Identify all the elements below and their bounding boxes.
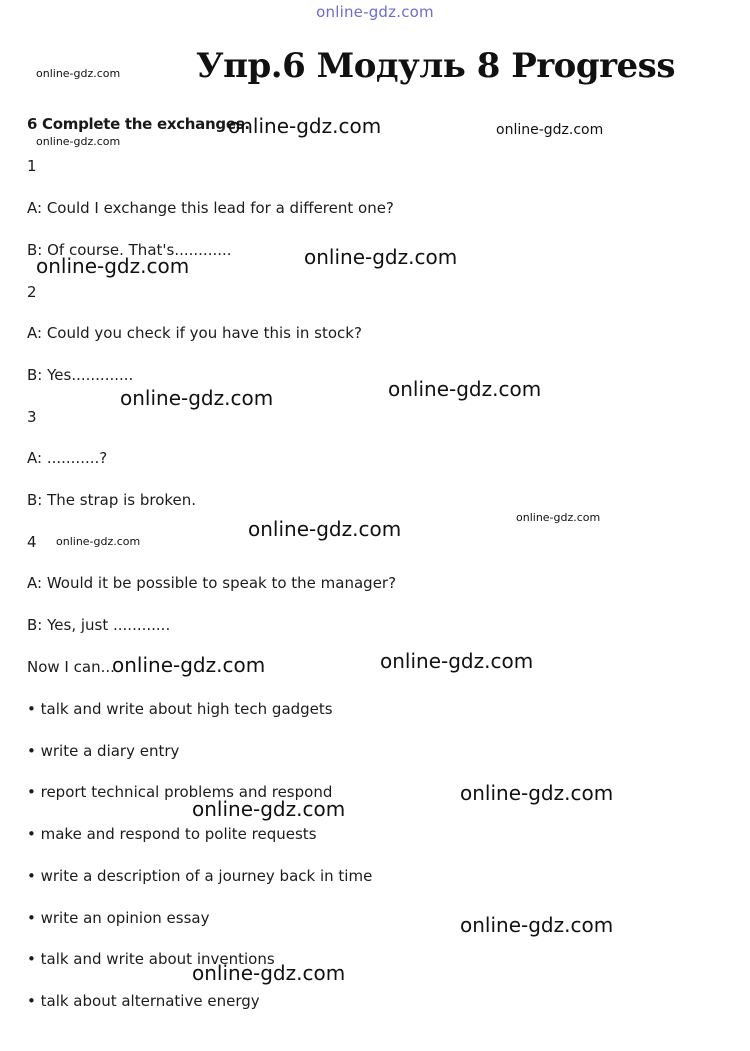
exchange-4-b: B: Yes, just ............ bbox=[27, 616, 171, 634]
skill-item: • make and respond to polite requests bbox=[27, 825, 317, 843]
watermark-large: online-gdz.com bbox=[36, 254, 190, 278]
watermark-large: online-gdz.com bbox=[192, 961, 346, 985]
watermark-small: online-gdz.com bbox=[56, 535, 141, 548]
page-title: Упр.6 Модуль 8 Progress bbox=[196, 46, 675, 86]
exchange-1-b: B: Of course. That's............ bbox=[27, 241, 232, 259]
exercise-heading: 6 Complete the exchanges. bbox=[27, 115, 250, 133]
skill-item: • talk about alternative energy bbox=[27, 992, 260, 1010]
watermark-large: online-gdz.com bbox=[304, 245, 458, 269]
watermark-small: online-gdz.com bbox=[36, 67, 121, 80]
item-number-4: 4 bbox=[27, 533, 37, 551]
exchange-2-a: A: Could you check if you have this in stock? bbox=[27, 324, 362, 342]
exchange-1-a: A: Could I exchange this lead for a different one? bbox=[27, 199, 394, 217]
item-number-2: 2 bbox=[27, 283, 37, 301]
watermark-large: online-gdz.com bbox=[388, 377, 542, 401]
watermark-large: online-gdz.com bbox=[248, 517, 402, 541]
top-watermark: online-gdz.com bbox=[316, 3, 434, 21]
skill-item: • report technical problems and respond bbox=[27, 783, 333, 801]
exchange-4-a: A: Would it be possible to speak to the manager? bbox=[27, 574, 397, 592]
watermark-large: online-gdz.com bbox=[228, 114, 382, 138]
now-i-can: Now I can... bbox=[27, 658, 115, 676]
watermark-large: online-gdz.com bbox=[192, 797, 346, 821]
skill-item: • write a diary entry bbox=[27, 742, 180, 760]
skill-item: • write a description of a journey back in time bbox=[27, 867, 373, 885]
watermark-small: online-gdz.com bbox=[516, 511, 601, 524]
skill-item: • talk and write about inventions bbox=[27, 950, 275, 968]
exchange-3-a: A: ...........? bbox=[27, 449, 108, 467]
watermark-small: online-gdz.com bbox=[36, 135, 121, 148]
watermark-large: online-gdz.com bbox=[460, 913, 614, 937]
skill-item: • talk and write about high tech gadgets bbox=[27, 700, 333, 718]
watermark-large: online-gdz.com bbox=[112, 653, 266, 677]
skill-item: • write an opinion essay bbox=[27, 909, 210, 927]
item-number-3: 3 bbox=[27, 408, 37, 426]
watermark-large: online-gdz.com bbox=[380, 649, 534, 673]
watermark-medium: online-gdz.com bbox=[496, 122, 604, 138]
watermark-large: online-gdz.com bbox=[460, 781, 614, 805]
watermark-large: online-gdz.com bbox=[120, 386, 274, 410]
exchange-3-b: B: The strap is broken. bbox=[27, 491, 197, 509]
exchange-2-b: B: Yes............. bbox=[27, 366, 134, 384]
item-number-1: 1 bbox=[27, 157, 37, 175]
